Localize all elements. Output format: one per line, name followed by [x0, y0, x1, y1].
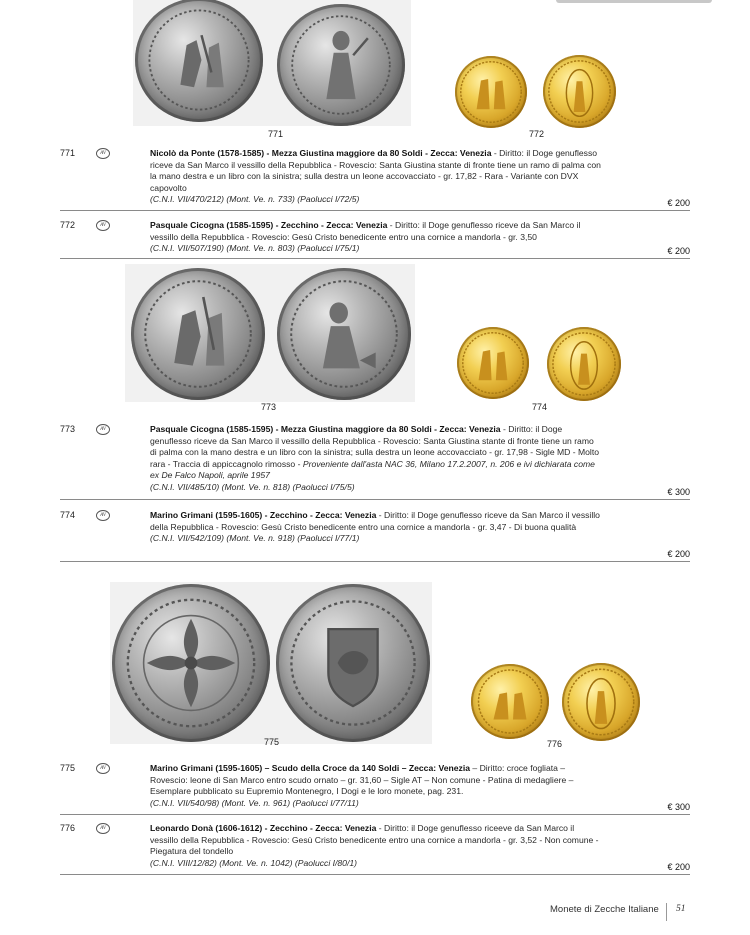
coin-photo-773 — [125, 264, 415, 402]
lot-772 — [60, 220, 690, 259]
lot-references: (C.N.I. VII/507/190) (Mont. Ve. n. 803) (Paolucci I/75/1) — [150, 243, 360, 254]
coin-771-obverse — [135, 0, 263, 122]
coin-774-obverse — [457, 327, 529, 399]
lot-776 — [60, 823, 690, 875]
lot-price: € 200 — [667, 862, 690, 872]
lot-description — [150, 763, 602, 809]
top-scroll-indicator — [556, 0, 712, 3]
lot-body: - Diritto: il Doge genuflesso riceeve da San Marco il vessillo della Repubblica - Rovescio: Gesù Cristo benedicente entro una cornice a mandorla - gr. 3,52 - Non comune - Piegatura del tondello — [150, 823, 599, 857]
coin-label-772: 772 — [529, 129, 545, 139]
lot-price: € 200 — [667, 549, 690, 559]
catalog-title: Monete di Zecche Italiane — [550, 904, 659, 915]
coin-photo-775 — [110, 582, 432, 744]
christ-mandorla-icon — [562, 663, 640, 741]
lot-number: 776 — [60, 823, 76, 833]
coin-775-reverse — [276, 584, 430, 742]
coin-label-775: 775 — [264, 737, 280, 747]
lot-description — [150, 823, 602, 869]
metal-badge-icon: AV — [96, 148, 110, 159]
lot-description — [150, 424, 602, 494]
lot-number: 771 — [60, 148, 76, 158]
lot-title: Nicolò da Ponte (1578-1585) - Mezza Giustina maggiore da 80 Soldi - Zecca: Venezia — [150, 148, 492, 158]
lot-number: 775 — [60, 763, 76, 773]
coin-photo-771 — [133, 0, 411, 126]
saint-justina-icon — [277, 268, 411, 400]
coin-772-obverse — [455, 56, 527, 128]
lion-shield-icon — [276, 584, 430, 742]
coin-774-reverse — [547, 327, 621, 401]
lot-price: € 200 — [667, 198, 690, 208]
foliate-cross-icon — [112, 584, 270, 742]
lot-title: Pasquale Cicogna (1585-1595) - Zecchino - Zecca: Venezia — [150, 220, 388, 230]
lot-references: (C.N.I. VII/540/98) (Mont. Ve. n. 961) (Paolucci I/77/11) — [150, 797, 359, 808]
lot-body: - Diritto: il Doge genuflesso riceve da San Marco il vessillo della Repubblica - Rovescio: Santa Giustina stante di fronte tiene un ramo di palma con la mano destra e un libro con la sinistra; sulla destra un leone accovacciato - gr. 17,82 - Rara - Variante con DVX capovolto — [150, 148, 601, 193]
coin-775-obverse — [112, 584, 270, 742]
lot-references: (C.N.I. VII/485/10) (Mont. Ve. n. 818) (Paolucci I/75/5) — [150, 481, 355, 492]
lot-body: – Diritto: croce fogliata – Rovescio: leone di San Marco entro scudo ornato – gr. 31,60 – Sigle AT – Non comune - Patina di medagliere – Esemplare pubblicato su Eupremio Montenegro, I Dogi e le loro monete, pag. 231. — [150, 763, 574, 797]
lot-number: 774 — [60, 510, 76, 520]
lot-price: € 300 — [667, 802, 690, 812]
lot-description — [150, 510, 602, 545]
coin-776-reverse — [562, 663, 640, 741]
coin-773-reverse — [277, 268, 411, 400]
metal-badge-icon: AV — [96, 424, 110, 435]
doge-figure-icon — [135, 0, 263, 122]
lot-number: 772 — [60, 220, 76, 230]
lot-title: Marino Grimani (1595-1605) – Scudo della Croce da 140 Soldi – Zecca: Venezia — [150, 763, 471, 773]
lot-body: - Diritto: il Doge genuflesso riceve da San Marco il vessillo della Repubblica - Rovescio: Santa Giustina stante di fronte tiene un ramo di palma con la mano destra e un libro con la sinistra; sulla destra un leone accovacciato - gr. 17,98 - Sigle MD - Molto rara - Traccia di appiccagnolo rimosso - — [150, 424, 600, 469]
metal-badge-icon: AV — [96, 220, 110, 231]
doge-figure-icon — [457, 327, 529, 399]
lot-price: € 300 — [667, 487, 690, 497]
doge-figure-icon — [455, 56, 527, 128]
lot-references: (C.N.I. VII/470/212) (Mont. Ve. n. 733) (Paolucci I/72/5) — [150, 194, 360, 205]
christ-mandorla-icon — [543, 55, 616, 128]
page-number: 51 — [676, 904, 686, 914]
lot-773 — [60, 424, 690, 500]
christ-mandorla-icon — [547, 327, 621, 401]
lot-title: Marino Grimani (1595-1605) - Zecchino - Zecca: Venezia — [150, 510, 377, 520]
doge-figure-icon — [471, 664, 549, 739]
lot-body: - Diritto: il Doge genuflesso riceve da San Marco il vessillo della Repubblica - Rovescio: Gesù Cristo benedicente entro una cornice a mandorla - gr. 3,50 — [150, 220, 581, 242]
lot-description — [150, 220, 602, 255]
coin-776-obverse — [471, 664, 549, 739]
lot-775 — [60, 763, 690, 815]
metal-badge-icon: AV — [96, 510, 110, 521]
lot-price: € 200 — [667, 246, 690, 256]
coin-771-reverse — [277, 4, 405, 126]
coin-label-773: 773 — [261, 402, 277, 412]
lot-body: - Diritto: il Doge genuflesso riceve da San Marco il vessillo della Repubblica - Rovescio: Gesù Cristo benedicente entro una cornice a mandorla - gr. 3,47 - Di buona qualità — [150, 510, 600, 532]
coin-773-obverse — [131, 268, 265, 400]
saint-justina-icon — [277, 4, 405, 126]
coin-label-771: 771 — [268, 129, 284, 139]
lot-references: (C.N.I. VIII/12/82) (Mont. Ve. n. 1042) (Paolucci I/80/1) — [150, 857, 357, 868]
doge-figure-icon — [131, 268, 265, 400]
coin-label-776: 776 — [547, 739, 563, 749]
coin-label-774: 774 — [532, 402, 548, 412]
lot-references: (C.N.I. VII/542/109) (Mont. Ve. n. 918) (Paolucci I/77/1) — [150, 533, 360, 544]
lot-title: Pasquale Cicogna (1585-1595) - Mezza Giustina maggiore da 80 Soldi - Zecca: Venezia — [150, 424, 501, 434]
metal-badge-icon: AV — [96, 763, 110, 774]
lot-774 — [60, 510, 690, 562]
coin-772-reverse — [543, 55, 616, 128]
lot-provenance: Proveniente dall'asta NAC 36, Milano 17.2.2007, n. 206 e ivi dichiarata come ex De Falco Napoli, aprile 1957 — [150, 458, 595, 481]
lot-title: Leonardo Donà (1606-1612) - Zecchino - Zecca: Venezia — [150, 823, 377, 833]
lot-771 — [60, 148, 690, 211]
metal-badge-icon: AV — [96, 823, 110, 834]
footer-divider — [666, 903, 667, 921]
lot-description — [150, 148, 602, 206]
lot-number: 773 — [60, 424, 76, 434]
